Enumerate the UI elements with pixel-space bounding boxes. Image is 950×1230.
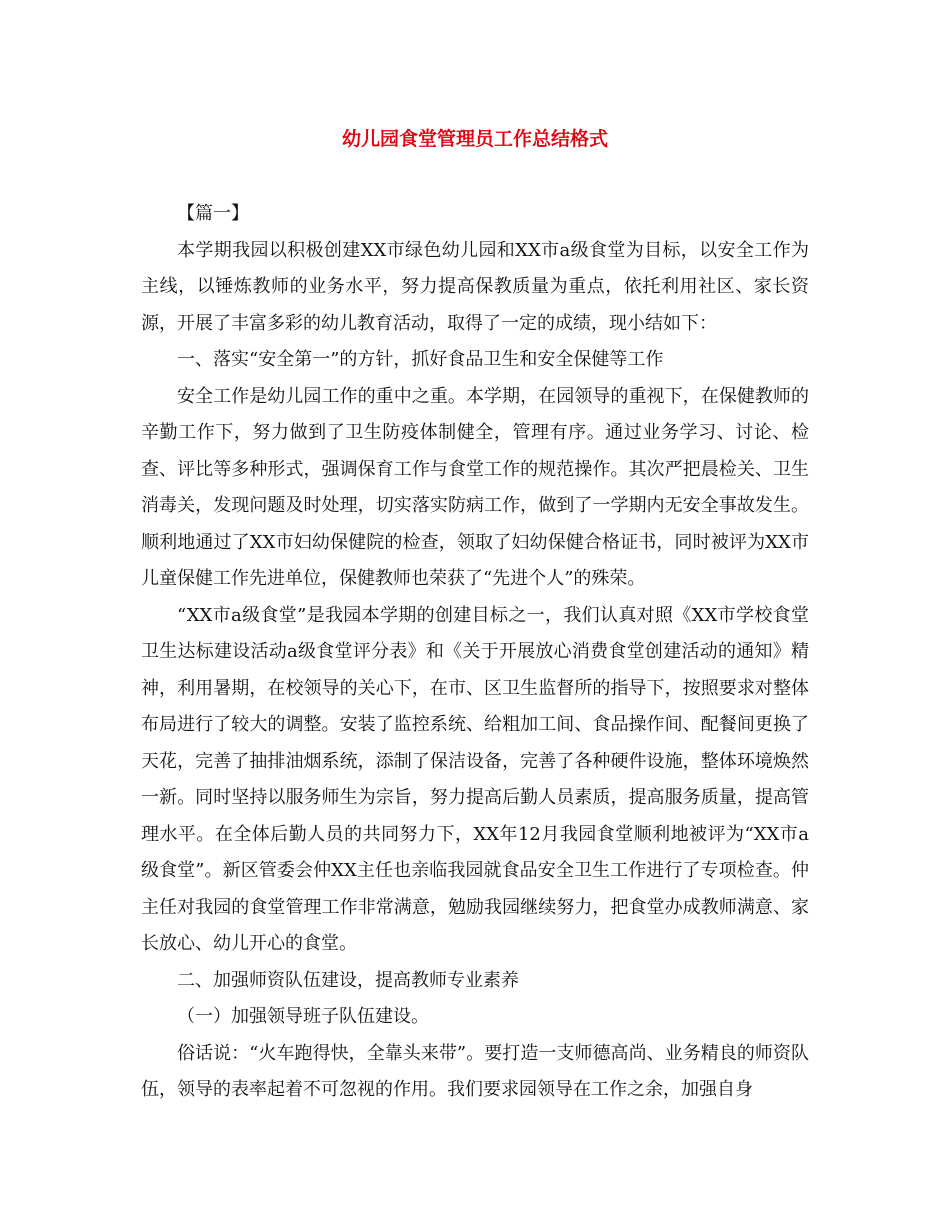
heading-teacher-team: 二、加强师资队伍建设，提高教师专业素养 xyxy=(177,969,519,991)
heading-safety-first: 一、落实“安全第一”的方针，抓好食品卫生和安全保健等工作 xyxy=(177,349,664,370)
paragraph-intro: 本学期我园以积极创建XX市绿色幼儿园和XX市a级食堂为目标，以安全工作为主线，以锤炼教师的业务水平，努力提高保教质量为重点，依托利用社区、家长资源，开展了丰富多彩的幼儿教育活动，取得了一定的成绩，现小结如下： xyxy=(141,239,809,334)
section-label: 【篇一】 xyxy=(177,203,249,224)
paragraph-leadership: 俗话说：“火车跑得快，全靠头来带”。要打造一支师德高尚、业务精良的师资队伍，领导的表率起着不可忽视的作用。我们要求园领导在工作之余，加强自身 xyxy=(141,1042,809,1100)
subheading-leadership: （一）加强领导班子队伍建设。 xyxy=(177,1006,429,1027)
document-body xyxy=(141,196,809,1109)
paragraph-safety-work: 安全工作是幼儿园工作的重中之重。本学期，在园领导的重视下，在保健教师的辛勤工作下，努力做到了卫生防疫体制健全，管理有序。通过业务学习、讨论、检查、评比等多种形式，强调保育工作与食堂工作的规范操作。其次严把晨检关、卫生消毒关，发现问题及时处理，切实落实防病工作，做到了一学期内无安全事故发生。顺利地通过了XX市妇幼保健院的检查，领取了妇幼保健合格证书，同时被评为XX市儿童保健工作先进单位，保健教师也荣获了“先进个人”的殊荣。 xyxy=(141,385,809,589)
paragraph-a-level-canteen: “XX市a级食堂”是我园本学期的创建目标之一，我们认真对照《XX市学校食堂卫生达标建设活动a级食堂评分表》和《关于开展放心消费食堂创建活动的通知》精神，利用暑期，在校领导的关心下，在市、区卫生监督所的指导下，按照要求对整体布局进行了较大的调整。安装了监控系统、给粗加工间、食品操作间、配餐间更换了天花，完善了抽排油烟系统，添制了保洁设备，完善了各种硬件设施，整体环境焕然一新。同时坚持以服务师生为宗旨，努力提高后勤人员素质，提高服务质量，提高管理水平。在全体后勤人员的共同努力下，XX年12月我园食堂顺利地被评为“XX市a级食堂”。新区管委会仲XX主任也亲临我园就食品安全卫生工作进行了专项检查。仲主任对我园的食堂管理工作非常满意，勉励我园继续努力，把食堂办成教师满意、家长放心、幼儿开心的食堂。 xyxy=(141,604,809,954)
document-title: 幼儿园食堂管理员工作总结格式 xyxy=(341,128,608,150)
